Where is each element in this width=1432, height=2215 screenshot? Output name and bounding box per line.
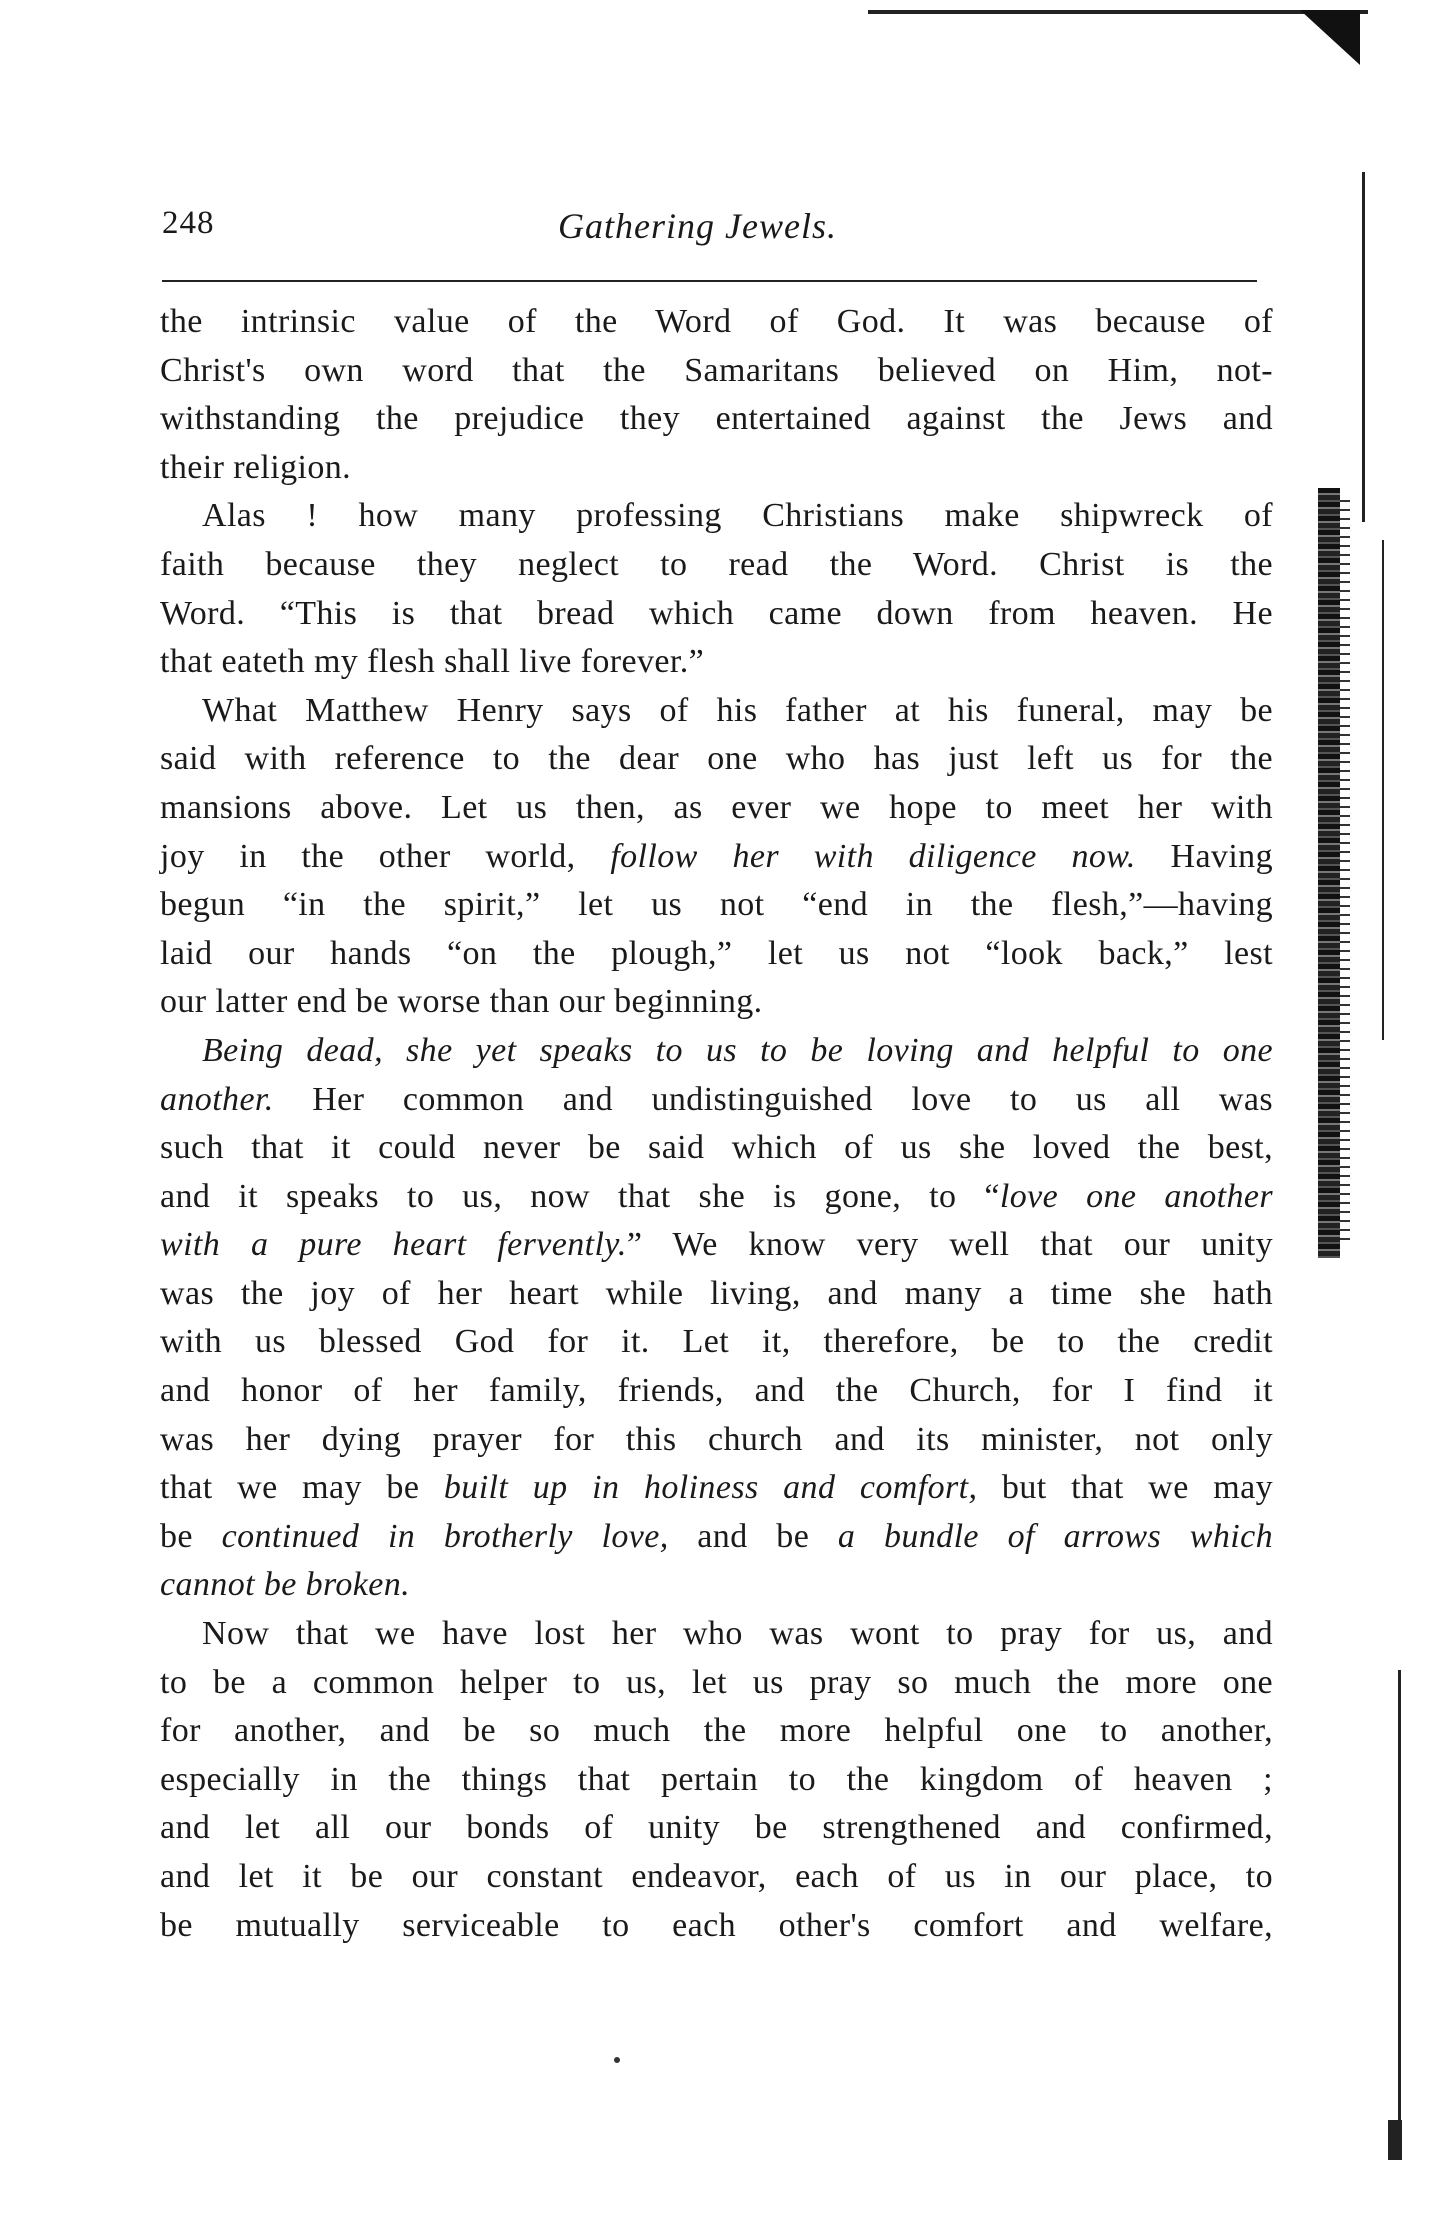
text-line — [160, 930, 1273, 979]
text-line — [160, 1561, 1273, 1610]
text-run: be mutually serviceable to each other's comfort and welfare, — [160, 1906, 1273, 1944]
text-line — [160, 395, 1273, 444]
text-line — [160, 1318, 1273, 1367]
text-run: ” We know very well that our unity — [626, 1226, 1273, 1264]
text-run: and it speaks to us, now that she is gone, to “ — [160, 1177, 1000, 1215]
italic-text: another. — [160, 1080, 274, 1118]
text-run: withstanding the prejudice they entertained against the Jews and — [160, 400, 1273, 438]
text-run: with us blessed God for it. Let it, therefore, be to the credit — [160, 1323, 1273, 1361]
text-line — [160, 298, 1273, 347]
text-line — [160, 1270, 1273, 1319]
text-line — [160, 1513, 1273, 1562]
text-line — [160, 1027, 1273, 1076]
italic-text: follow her with diligence now. — [610, 837, 1136, 875]
text-line — [160, 784, 1273, 833]
text-line — [160, 1124, 1273, 1173]
body-text — [160, 298, 1273, 1950]
text-line — [160, 590, 1273, 639]
text-run: but that we may — [977, 1469, 1274, 1507]
text-run: was the joy of her heart while living, and many a time she hath — [160, 1274, 1273, 1312]
italic-text: a bundle of arrows which — [837, 1517, 1273, 1555]
text-run: and honor of her family, friends, and the Church, for I find it — [160, 1372, 1273, 1410]
text-run: and let all our bonds of unity be strengthened and confirmed, — [160, 1809, 1273, 1847]
text-run: What Matthew Henry says of his father at his funeral, may be — [202, 691, 1273, 729]
text-line — [160, 492, 1273, 541]
text-run: such that it could never be said which of us she loved the best, — [160, 1129, 1273, 1167]
text-run: be — [160, 1517, 222, 1555]
italic-text: cannot be broken. — [160, 1566, 411, 1604]
text-run: mansions above. Let us then, as ever we hope to meet her with — [160, 788, 1273, 826]
text-run: for another, and be so much the more helpful one to another, — [160, 1712, 1273, 1750]
page-binding-shadow — [1318, 488, 1340, 1258]
page-binding-fringe — [1340, 500, 1350, 1240]
scan-edge-line — [1382, 540, 1384, 1040]
text-run: laid our hands “on the plough,” let us not “look back,” lest — [160, 934, 1273, 972]
text-line — [160, 1756, 1273, 1805]
italic-text: Being dead, she yet speaks to us to be loving and helpful to one — [202, 1031, 1273, 1069]
text-run: their religion. — [160, 448, 352, 486]
text-line — [160, 1367, 1273, 1416]
text-run: Christ's own word that the Samaritans believed on Him, not- — [160, 351, 1273, 389]
text-line — [160, 347, 1273, 396]
running-title: Gathering Jewels. — [558, 206, 837, 246]
scan-edge-line — [1388, 2120, 1402, 2160]
text-line — [160, 1464, 1273, 1513]
text-line — [160, 541, 1273, 590]
text-run: to be a common helper to us, let us pray so much the more one — [160, 1663, 1273, 1701]
italic-text: built up in holiness and comfort, — [443, 1469, 978, 1507]
scan-edge-line — [1362, 172, 1365, 522]
text-line — [160, 735, 1273, 784]
text-line — [160, 1804, 1273, 1853]
italic-text: with a pure heart fervently. — [160, 1226, 627, 1264]
text-run: Having — [1135, 837, 1273, 875]
text-run: begun “in the spirit,” let us not “end in the flesh,”—having — [160, 886, 1273, 924]
running-header — [162, 205, 1280, 255]
text-run: that we may be — [160, 1469, 444, 1507]
text-line — [160, 1707, 1273, 1756]
scan-corner-mark — [1300, 10, 1360, 65]
text-run: and let it be our constant endeavor, each of us in our place, to — [160, 1858, 1273, 1895]
italic-text: love one another — [999, 1177, 1273, 1215]
text-line — [160, 638, 1273, 687]
page-speck — [614, 2057, 620, 2063]
text-line — [160, 687, 1273, 736]
text-line — [160, 881, 1273, 930]
text-line — [160, 1902, 1273, 1951]
text-line — [160, 1076, 1273, 1125]
text-run: the intrinsic value of the Word of God. It was because of — [160, 303, 1273, 340]
page-number: 248 — [162, 205, 215, 241]
text-run: faith because they neglect to read the Word. Christ is the — [160, 545, 1273, 583]
text-run: that eateth my flesh shall live forever.” — [160, 643, 705, 681]
text-run: said with reference to the dear one who has just left us for the — [160, 740, 1273, 778]
text-line — [160, 833, 1273, 882]
header-rule — [162, 280, 1257, 282]
text-line — [160, 1853, 1273, 1902]
text-run: Her common and undistinguished love to us all was — [273, 1080, 1273, 1118]
italic-text: continued in brotherly love, — [221, 1517, 669, 1555]
scan-edge-rule — [868, 10, 1368, 14]
text-run: was her dying prayer for this church and its minister, not only — [160, 1420, 1273, 1458]
text-run: our latter end be worse than our beginning. — [160, 983, 763, 1021]
scan-edge-line — [1398, 1670, 1401, 2140]
text-run: Now that we have lost her who was wont to pray for us, and — [202, 1615, 1273, 1653]
text-run: Alas ! how many professing Christians make shipwreck of — [202, 497, 1273, 535]
text-line — [160, 978, 1273, 1027]
text-line — [160, 1416, 1273, 1465]
text-line — [160, 1221, 1273, 1270]
text-run: and be — [668, 1517, 838, 1555]
text-run: joy in the other world, — [160, 837, 611, 875]
text-line — [160, 444, 1273, 493]
text-line — [160, 1173, 1273, 1222]
text-run: especially in the things that pertain to the kingdom of heaven ; — [160, 1760, 1273, 1798]
text-line — [160, 1610, 1273, 1659]
text-line — [160, 1659, 1273, 1708]
text-run: Word. “This is that bread which came down from heaven. He — [160, 594, 1273, 632]
